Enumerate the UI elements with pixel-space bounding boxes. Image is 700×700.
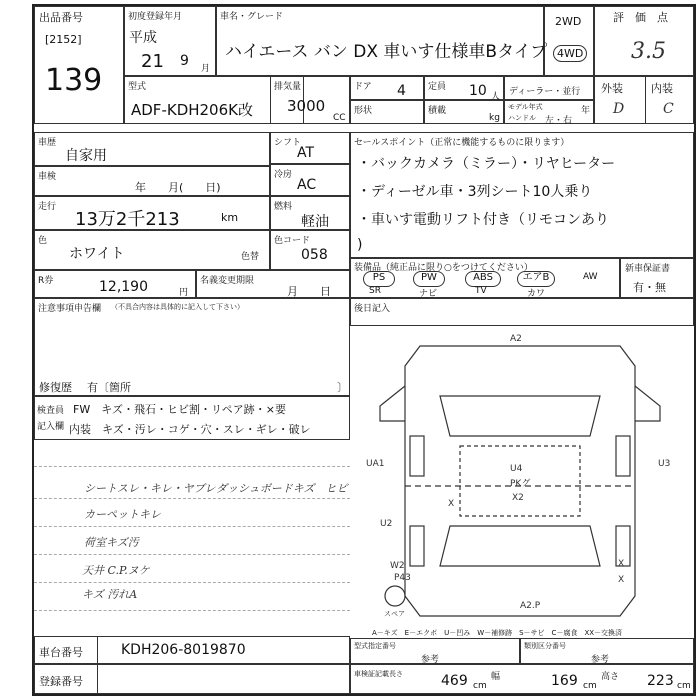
height-cm: cm [677,681,691,691]
repair-label: 修復歴 [39,381,72,394]
reg-box [34,664,350,694]
model-code: ADF-KDH206K改 [131,101,253,119]
mileage-box [34,196,270,230]
yen-unit: 円 [179,288,189,298]
lot-label: 出品番号 [39,11,83,24]
drive-4wd: 4WD [553,45,587,62]
first-reg-label: 初度登録年月 [128,12,183,22]
capacity-box [424,76,504,100]
category-label: 類別区分番号 [524,642,566,650]
sales-point-4: ) [357,237,363,253]
dimension-box [350,664,694,694]
recycle-fee: 12,190 [99,279,148,295]
era: 平成 [129,30,157,46]
grade-score: 3.5 [631,39,666,64]
color: ホワイト [69,246,125,262]
exterior-label: 外装 [601,82,623,95]
repair-close: 〕 [337,381,348,394]
hand-note-3: カーペットキレ [84,508,161,521]
exterior-interior-box [594,76,694,124]
car-history: 自家用 [65,148,107,164]
equip-abs: ABS [465,271,501,287]
exterior-grade: D [613,101,625,117]
reference-1: 参考 [421,655,440,665]
model-year-unit: 年 [581,106,591,116]
dealer-label: ディーラー・並行 [509,87,581,97]
fuel-label: 燃料 [274,202,293,212]
chassis-label: 車台番号 [39,646,83,659]
caution-sub: （不具合内容は具体的に記入して下さい） [111,303,244,311]
vehicle-name: ハイエース バン DX 車いす仕様車Bタイプ [225,42,548,62]
equip-pw: PW [413,271,445,287]
interior-grade: C [663,101,674,117]
equip-sr: SR [369,286,381,296]
new-tax-value: 有・無 [633,281,666,294]
fuel-box [270,196,350,230]
expiry-label: 名義変更期限 [200,276,255,286]
door-box [350,76,424,100]
length-label: 車検証記載長さ [354,670,403,678]
equip-tv: TV [475,286,487,296]
inspector-box [34,396,350,440]
car-history-box [34,132,270,166]
damage-diagram [350,326,694,626]
caution-box [34,298,350,396]
mark-x-right-2: X [618,575,625,585]
capacity: 10 [469,83,487,99]
inspection-value: 年 月( 日) [135,181,221,194]
displacement: 3000 [287,97,326,115]
km-unit: km [221,211,239,224]
recycle-label: R券 [38,276,54,286]
mark-pk: PKグ [510,479,531,489]
capacity-unit: 人 [491,92,501,102]
kg-unit: kg [489,113,500,123]
hand-note-6: キズ 汚れA [82,588,138,601]
mark-a2p-bottom: A2.P [520,601,541,611]
height: 223 [647,673,674,689]
category-box [520,638,694,664]
mark-spare: スペア [384,610,405,618]
sales-point-2: ・ディーゼル車・3列シート10人乗り [357,184,593,200]
inspection-box [34,166,270,196]
model-label: 型式 [128,82,147,92]
after-label: 後日記入 [354,304,391,314]
equipment-label: 装備品（純正品に限り○をつけてください） [354,263,533,273]
repair-value: 有〔箇所 [87,381,131,394]
color-change-label: 色替 [241,252,260,262]
width: 169 [551,673,578,689]
chassis-box [34,636,350,664]
expiry-box [196,270,350,298]
fuel: 軽油 [301,214,329,230]
ac-box [270,164,350,196]
model-year-box [504,100,594,124]
auction-sheet [32,4,696,696]
chassis-number: KDH206-8019870 [121,642,246,658]
hand-note-5: 天井 C.P.ヌケ [82,564,150,577]
shift: AT [297,145,315,161]
mark-ua1: UA1 [366,459,385,469]
after-entry-box [350,298,694,326]
sales-points-label: セールスポイント（正常に機能するものに限ります） [354,138,570,148]
caution-label: 注意事項申告欄 [38,304,102,314]
color-box [34,230,270,270]
sales-point-1: ・バックカメラ（ミラー）・リヤヒーター [357,156,616,172]
doors: 4 [397,83,406,99]
handle-value: 左・右 [545,116,573,126]
expiry-value: 月 日 [287,285,331,298]
car-history-label: 車歴 [38,138,57,148]
inspector-label-1: 検査員 [37,406,65,416]
handle-label: ハンドル [508,114,536,122]
inspection-label: 車検 [38,172,57,182]
shape-box [350,100,424,124]
drive-box [544,6,594,76]
mark-u2: U2 [380,519,393,529]
door-label: ドア [354,82,372,92]
fw-line: FW キズ・飛石・ヒビ割・リペア跡・×要 [73,403,286,416]
interior-line: 内装 キズ・汚レ・コゲ・穴・スレ・ギレ・破レ [69,423,311,436]
mark-u3: U3 [658,459,671,469]
color-code-label: 色コード [274,236,311,246]
mark-w2: W2 [390,561,405,571]
hand-note-1: シートスレ・キレ・ヤブレ [84,482,216,495]
name-box [216,6,548,76]
mark-x-left: X [448,499,455,509]
height-label: 高さ [601,672,620,682]
length-cm: cm [473,681,487,691]
model-year-label: モデル年式 [508,103,543,111]
damage-legend: A－キズ E－エクボ U－凹み W－補修跡 S－サビ C－腐食 XX－交換済 [372,629,623,637]
equip-navi: ナビ [419,289,438,299]
displacement-box [270,76,350,124]
shift-box [270,132,350,164]
lot-number: 139 [45,63,103,98]
color-code-box [270,230,350,270]
reg-label: 登録番号 [39,675,83,688]
model-designation-label: 型式指定番号 [354,642,396,650]
hand-note-4: 荷室キズ汚 [84,536,139,549]
loading-box [424,100,504,124]
month-unit: 月 [201,64,211,74]
sales-points-box [350,132,694,258]
equip-aw: AW [583,272,598,282]
lot-box [34,6,124,124]
width-cm: cm [583,681,597,691]
color-code: 058 [301,247,328,263]
displacement-label: 排気量 [274,82,302,92]
new-tax-label: 新車保証書 [625,264,671,274]
inspector-label-2: 記入欄 [37,422,65,432]
mark-u4: U4 [510,464,523,474]
interior-label: 内装 [651,82,673,95]
reg-month: 9 [180,53,189,69]
color-label: 色 [38,236,48,246]
lot-sub: [2152] [45,33,82,46]
loading-label: 積載 [428,106,447,116]
shape-label: 形状 [354,106,373,116]
equip-leather: カワ [527,289,546,299]
sales-point-3: ・車いす電動リフト付き（リモコンあり [357,212,609,228]
capacity-label: 定員 [428,82,447,92]
designation-box [350,638,520,664]
equip-ps: PS [363,271,395,287]
ac: AC [297,177,317,193]
mark-a2-top: A2 [510,334,522,344]
cc-unit: CC [333,113,346,123]
mileage-label: 走行 [38,202,57,212]
reg-year: 21 [141,51,164,72]
first-reg-box [124,6,216,76]
mark-x-right-1: X [618,559,625,569]
shift-label: シフト [274,138,302,148]
name-label: 車名・グレード [220,12,284,22]
equipment-box [350,258,620,298]
reference-2: 参考 [591,655,610,665]
dealer-box [504,76,594,100]
width-label: 幅 [491,672,501,682]
new-tax-box [620,258,694,298]
mark-p43: P43 [394,573,411,583]
mileage: 13万2千213 [75,209,180,230]
length: 469 [441,673,468,689]
mark-x2: X2 [512,493,524,503]
drive-2wd: 2WD [555,15,582,28]
equip-airbag: エアB [517,271,555,287]
grade-label: 評 価 点 [613,11,668,24]
grade-box [594,6,694,76]
ac-label: 冷房 [274,170,293,180]
recycle-box [34,270,196,298]
hand-note-2: ダッシュボードキズ ヒビ [216,482,348,495]
